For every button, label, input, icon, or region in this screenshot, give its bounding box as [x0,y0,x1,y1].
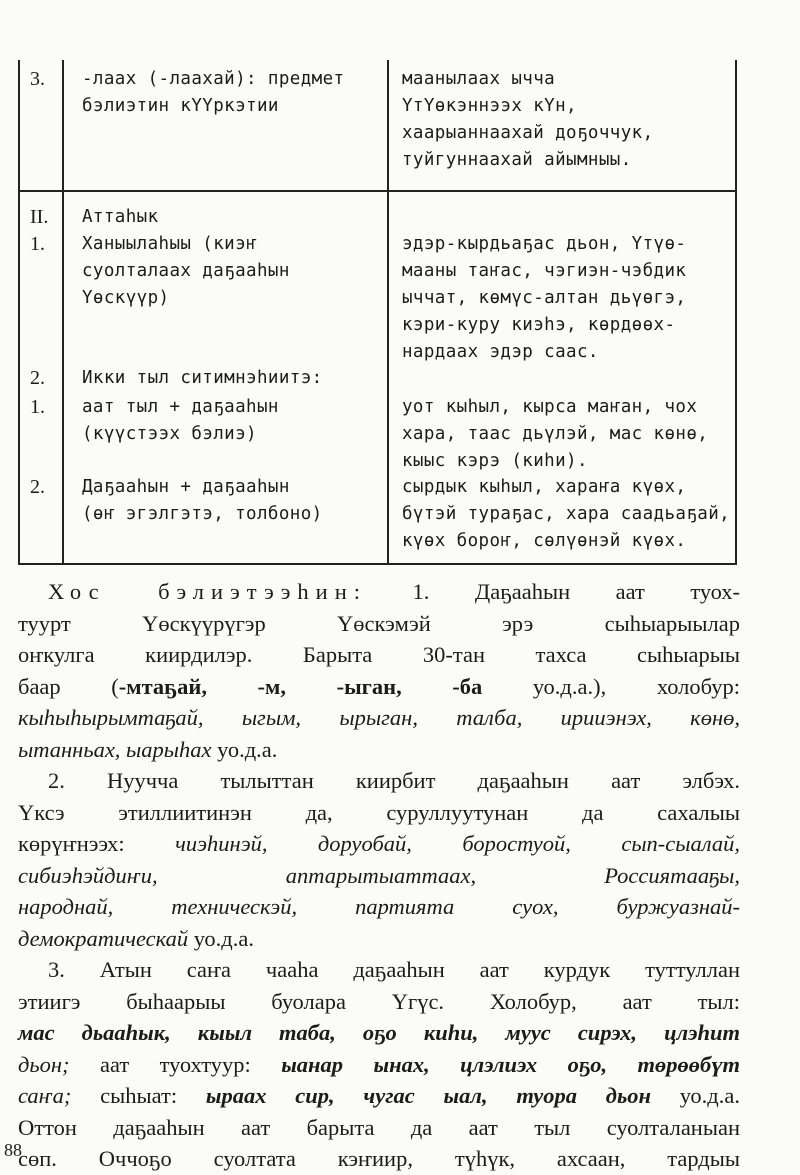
paragraph-line: ытанньах, ыарыһах уо.д.а. [18,736,278,762]
note-heading: Хос бэлиэтээһин: [48,579,368,604]
paragraph-line: Оттон даҕааһын аат барыта да аат тыл суолталаныан [18,1114,740,1140]
paragraph-line: саҥа; сыһыат: ыраах сир, чугас ыал, туора дьон уо.д.а. [18,1083,740,1108]
table-cell-type: Аттаһык [82,207,159,227]
table-cell-examples: эдэр-кырдьаҕас дьон, Үтүө- мааны таҥас, чэгиэн-чэбдик ыччат, көмүс-алтан дьүөгэ, кэри-куру киэһэ, көрдөөх- нардаах эдэр саас. [402,234,687,362]
paragraph-line: сөп. Оччоҕо суолтата кэҥиир, түһүк, ахсаан, тардыы [18,1146,740,1171]
table-cell-type: Даҕааһын + даҕааһын (өҥ эгэлгэтэ, толбоно) [82,477,323,524]
table-border-left [18,60,20,565]
paragraph-line: демократическай уо.д.а. [18,925,254,951]
paragraph-line: мас дьааһык, кыыл таба, оҕо киһи, муус сирэх, цлэһит [18,1020,740,1045]
paragraph-line: туурт Үөскүүрүгэр Үөскэмэй эрэ сыһыарыылар [18,610,740,636]
paragraph-line: этиигэ быһаарыы буолара Үгүс. Холобур, аат тыл: [18,988,740,1014]
paragraph-line: народнай, техническэй, партията суох, буржуазнай- [18,894,740,919]
page-number: 88 [4,1140,22,1160]
table-row-separator [18,190,737,192]
table-row-number: 2. [30,367,45,389]
table-row-number: 2. [30,476,45,498]
paragraph-line: сибиэһэйдиҥи, аптарытыаттаах, Россиятааҕы, [18,862,740,888]
paragraph-line: 3. Атын саҥа чааһа даҕааһын аат курдук туттуллан [48,957,740,982]
paragraph-line: Хос бэлиэтээһин: 1. Даҕааһын аат туох- [48,579,741,604]
grammar-table [18,60,738,565]
table-row-number: II. [30,206,49,228]
paragraph-line: баар (-мтаҕай, -м, -ыган, -ба уо.д.а.), холобур: [18,673,740,699]
body-text [18,576,740,1175]
paragraph-line: көрүҥнээх: чиэһинэй, доруобай, боростуой, сып-сыалай, [18,831,740,856]
paragraph-line: дьон; аат туохтуур: ыанар ынах, цлэлиэх оҕо, төрөөбүт [18,1051,740,1077]
table-border-right [735,60,737,565]
table-cell-examples: сырдык кыһыл, хараҥа күөх, бүтэй тураҕас, хара саадьаҕай, күөх бороҥ, сөлүөнэй күөх. [402,477,731,551]
table-row-number: 3. [30,68,45,90]
table-border-bottom [18,563,737,565]
table-divider-2 [387,60,389,565]
table-cell-type: -лаах (-лаахай): предмет бэлиэтин кҮҮркэтии [82,69,345,116]
paragraph-line: 2. Нуучча тылыттан киирбит даҕааһын аат элбэх. [48,768,740,793]
table-cell-type: Икки тыл ситимнэһиитэ: [82,368,323,388]
table-cell-examples: маанылаах ычча ҮтҮөкэннээх кҮн, хаарыаннаахай доҕоччук, туйгуннаахай айымныы. [402,69,654,170]
table-divider-1 [62,60,64,565]
paragraph-line: кыһыһырымтаҕай, ыгым, ырыган, талба, ирииэнэх, көнө, [18,705,740,730]
table-row-number: 1. [30,233,45,255]
table-cell-type: аат тыл + даҕааһын (күүстээх бэлиэ) [82,397,279,444]
paragraph-line: Үксэ этиллиитинэн да, суруллуутунан да сахалыы [18,799,740,825]
table-row-number: 1. [30,396,45,418]
paragraph-line: оҥкулга киирдилэр. Барыта 30-тан тахса сыһыарыы [18,642,740,667]
table-cell-examples: уот кыһыл, кырса маҥан, чох хара, таас дьүлэй, мас көнө, кыыс кэрэ (киһи). [402,397,709,471]
table-cell-type: Ханыылаһыы (киэҥ суолталаах даҕааһын Үөскүүр) [82,234,290,308]
